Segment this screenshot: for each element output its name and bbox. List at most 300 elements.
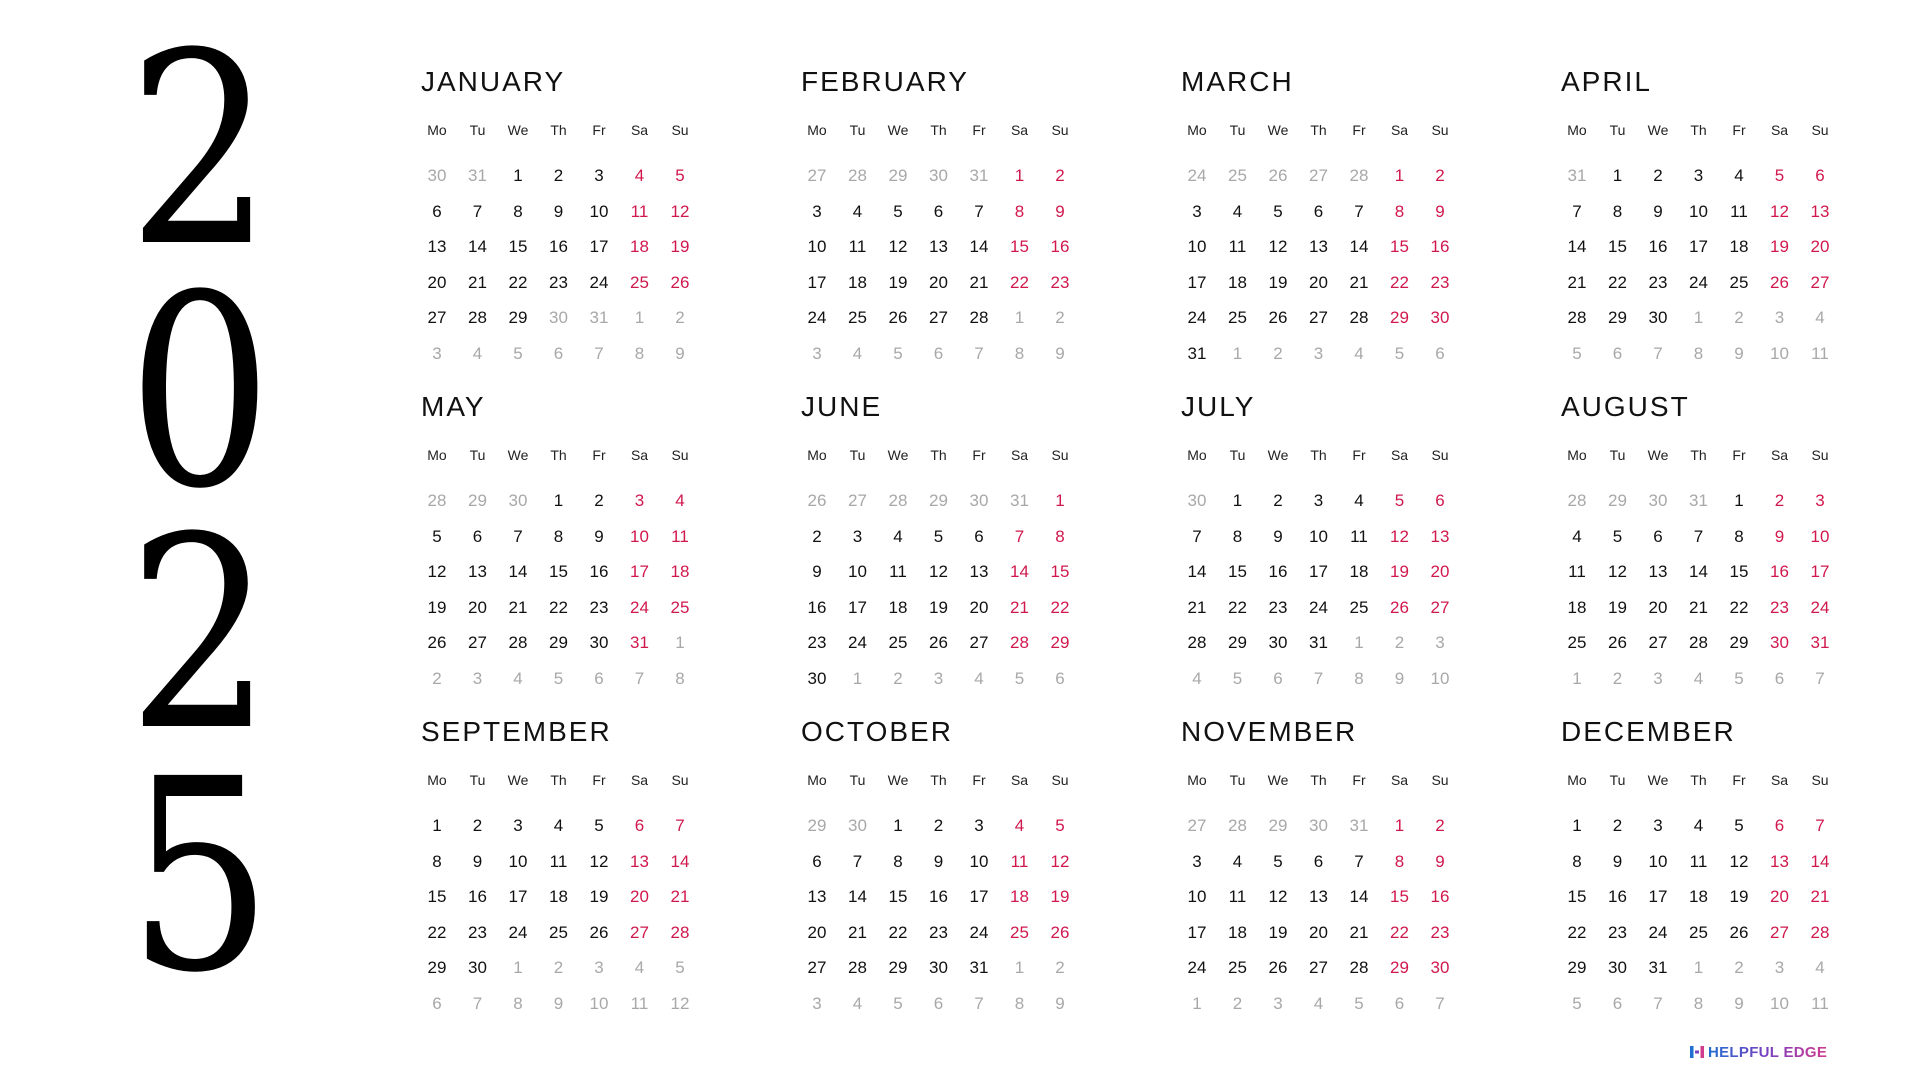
day-cell-outside: 9 <box>1734 343 1744 363</box>
day-cell-weekend: 19 <box>670 237 690 256</box>
day-cell-weekend: 20 <box>1810 237 1830 256</box>
day-cell: 8 <box>513 201 523 221</box>
weekday-label: Tu <box>469 122 486 138</box>
day-cell-weekend: 16 <box>1770 562 1789 581</box>
day-cell: 10 <box>589 201 609 221</box>
day-cell: 23 <box>1648 272 1668 292</box>
day-cell-outside: 29 <box>888 166 908 185</box>
weekday-label: Fr <box>592 772 606 788</box>
month-august <box>1557 391 1857 691</box>
day-cell-weekend: 3 <box>634 491 645 510</box>
day-cell: 20 <box>1648 597 1668 617</box>
weekday-label: Mo <box>807 772 827 788</box>
day-cell: 18 <box>1228 922 1247 942</box>
month-title: JANUARY <box>421 66 566 97</box>
day-cell: 2 <box>933 816 944 835</box>
day-cell: 11 <box>1228 237 1247 256</box>
day-cell-outside: 4 <box>852 343 863 363</box>
day-cell: 14 <box>1349 887 1369 906</box>
day-cell: 16 <box>1268 562 1288 581</box>
day-cell-weekend: 11 <box>671 526 689 546</box>
month-title: OCTOBER <box>801 716 953 747</box>
weekday-label: Th <box>1310 447 1327 463</box>
day-cell-outside: 8 <box>1014 343 1025 363</box>
day-cell-outside: 6 <box>553 343 564 363</box>
day-cell: 25 <box>1729 272 1749 292</box>
year-digit: 2 <box>127 0 273 305</box>
day-cell-outside: 25 <box>1228 166 1247 185</box>
day-cell: 6 <box>1653 526 1663 546</box>
day-cell: 17 <box>1689 237 1708 256</box>
day-cell-weekend: 18 <box>670 562 690 581</box>
day-cell: 27 <box>807 958 827 977</box>
day-cell-outside: 7 <box>634 668 645 688</box>
day-cell-weekend: 22 <box>1390 272 1409 292</box>
day-cell: 11 <box>549 851 568 871</box>
day-cell-weekend: 13 <box>630 851 649 871</box>
day-cell: 16 <box>468 887 487 906</box>
day-cell-outside: 28 <box>848 166 867 185</box>
weekday-label: Tu <box>1229 447 1246 463</box>
day-cell: 8 <box>1572 851 1582 871</box>
day-cell: 19 <box>1608 597 1627 617</box>
day-cell: 31 <box>1648 958 1668 977</box>
weekday-label: Mo <box>807 122 827 138</box>
weekday-label: Sa <box>1770 122 1789 138</box>
day-cell-outside: 31 <box>1349 816 1369 835</box>
day-cell-weekend: 15 <box>1050 562 1070 581</box>
day-grid <box>1177 814 1477 1034</box>
weekday-label: Fr <box>972 122 986 138</box>
day-cell: 3 <box>812 201 822 221</box>
day-cell-weekend: 24 <box>1810 597 1830 617</box>
weekday-label: Su <box>1431 122 1449 138</box>
brand-name: HELPFUL EDGE <box>1708 1043 1828 1061</box>
day-cell: 25 <box>549 922 568 942</box>
day-cell: 25 <box>888 633 908 652</box>
weekday-header <box>1177 122 1477 142</box>
day-cell: 28 <box>468 308 487 327</box>
day-cell-outside: 30 <box>508 491 528 510</box>
day-cell-outside: 4 <box>472 343 483 363</box>
day-cell: 14 <box>468 237 487 256</box>
day-cell-outside: 3 <box>1273 993 1283 1013</box>
month-title: DECEMBER <box>1561 716 1736 747</box>
day-cell: 5 <box>1612 526 1623 546</box>
day-cell: 24 <box>1689 272 1708 292</box>
day-cell-outside: 8 <box>1014 993 1025 1013</box>
day-cell-outside: 6 <box>933 993 944 1013</box>
day-cell-outside: 29 <box>929 491 948 510</box>
weekday-label: Tu <box>849 772 866 788</box>
day-cell-outside: 7 <box>1815 668 1825 688</box>
day-cell-weekend: 18 <box>1010 887 1029 906</box>
day-cell: 21 <box>1349 272 1369 292</box>
day-grid <box>1177 489 1477 709</box>
day-cell-weekend: 3 <box>1815 491 1825 510</box>
day-cell: 18 <box>848 272 867 292</box>
day-cell-weekend: 8 <box>1014 201 1025 221</box>
day-cell: 5 <box>893 201 903 221</box>
weekday-label: Sa <box>1010 447 1029 463</box>
year-digit: 2 <box>127 481 273 789</box>
day-cell-outside: 2 <box>432 668 442 688</box>
weekday-label: Th <box>1310 122 1327 138</box>
day-cell-outside: 3 <box>1774 308 1785 327</box>
day-cell: 30 <box>1268 633 1288 652</box>
day-cell-outside: 30 <box>848 816 867 835</box>
weekday-label: We <box>1267 447 1289 463</box>
day-cell: 18 <box>549 887 568 906</box>
day-cell: 19 <box>888 272 908 292</box>
weekday-label: Fr <box>1732 447 1746 463</box>
day-cell-weekend: 28 <box>1010 633 1029 652</box>
day-cell: 12 <box>929 562 948 581</box>
day-cell-outside: 29 <box>1268 816 1288 835</box>
weekday-label: Th <box>930 122 947 138</box>
day-cell: 9 <box>1653 201 1663 221</box>
day-cell: 25 <box>1689 922 1708 942</box>
day-cell-weekend: 8 <box>1394 201 1405 221</box>
day-cell-outside: 2 <box>553 958 564 977</box>
day-cell: 3 <box>1192 851 1202 871</box>
weekday-label: Sa <box>1010 772 1029 788</box>
day-cell-outside: 28 <box>1349 166 1369 185</box>
month-title: JULY <box>1181 391 1256 422</box>
day-cell: 24 <box>1309 597 1328 617</box>
day-cell: 28 <box>1689 633 1708 652</box>
day-cell-weekend: 30 <box>1430 958 1450 977</box>
day-cell-weekend: 12 <box>1390 526 1409 546</box>
day-cell-outside: 24 <box>1187 166 1207 185</box>
weekday-label: Fr <box>1352 122 1366 138</box>
day-cell: 26 <box>1608 633 1627 652</box>
day-cell-outside: 31 <box>1567 166 1587 185</box>
day-cell-outside: 30 <box>1309 816 1328 835</box>
day-cell-outside: 8 <box>1693 343 1704 363</box>
day-cell-outside: 6 <box>1774 668 1785 688</box>
day-cell: 25 <box>1228 308 1247 327</box>
day-cell: 30 <box>929 958 948 977</box>
day-cell-outside: 1 <box>1192 993 1202 1013</box>
weekday-label: Su <box>1431 772 1449 788</box>
day-cell: 14 <box>1187 562 1207 581</box>
day-cell-outside: 31 <box>589 308 609 327</box>
day-cell: 27 <box>1648 633 1668 652</box>
day-cell-outside: 31 <box>1689 491 1708 510</box>
day-cell: 6 <box>472 526 483 546</box>
day-cell-weekend: 23 <box>1050 272 1070 292</box>
day-cell-outside: 29 <box>1608 491 1627 510</box>
day-cell-weekend: 6 <box>1774 816 1785 835</box>
day-cell-outside: 8 <box>1354 668 1364 688</box>
weekday-label: We <box>887 447 909 463</box>
weekday-label: Th <box>550 122 567 138</box>
weekday-label: We <box>1267 122 1289 138</box>
weekday-label: We <box>1267 772 1289 788</box>
day-cell-weekend: 29 <box>1390 958 1409 977</box>
day-cell-weekend: 13 <box>1430 526 1450 546</box>
day-cell-weekend: 5 <box>1394 491 1405 510</box>
day-grid <box>1557 164 1857 384</box>
day-cell: 9 <box>1612 851 1623 871</box>
day-cell-outside: 31 <box>1010 491 1029 510</box>
day-cell: 17 <box>1187 272 1207 292</box>
day-cell-weekend: 13 <box>1770 851 1789 871</box>
day-cell: 17 <box>969 887 989 906</box>
day-cell-outside: 28 <box>1567 491 1587 510</box>
day-cell: 15 <box>427 887 447 906</box>
weekday-label: Sa <box>1010 122 1029 138</box>
day-cell-outside: 5 <box>553 668 564 688</box>
day-cell: 21 <box>468 272 487 292</box>
day-cell-outside: 29 <box>468 491 487 510</box>
day-cell-weekend: 6 <box>1435 491 1445 510</box>
day-cell: 6 <box>1313 201 1324 221</box>
day-cell-weekend: 12 <box>1050 851 1070 871</box>
day-cell-weekend: 26 <box>1390 597 1409 617</box>
day-cell-outside: 26 <box>1268 166 1288 185</box>
day-cell: 8 <box>1232 526 1243 546</box>
day-cell-outside: 4 <box>1313 993 1324 1013</box>
day-cell: 31 <box>1187 343 1207 363</box>
day-cell: 4 <box>852 201 863 221</box>
day-cell: 1 <box>1612 166 1623 185</box>
day-cell: 20 <box>468 597 487 617</box>
day-cell: 6 <box>933 201 944 221</box>
day-cell-outside: 1 <box>1232 343 1243 363</box>
day-cell: 8 <box>893 851 903 871</box>
day-cell-outside: 5 <box>1572 993 1582 1013</box>
day-cell-outside: 29 <box>807 816 827 835</box>
month-april <box>1557 66 1857 366</box>
weekday-label: Th <box>1690 447 1707 463</box>
weekday-label: Sa <box>630 447 649 463</box>
day-cell: 25 <box>848 308 867 327</box>
day-cell-outside: 5 <box>513 343 523 363</box>
weekday-label: Fr <box>972 772 986 788</box>
day-cell: 21 <box>848 922 867 942</box>
day-cell-outside: 11 <box>1811 993 1829 1013</box>
day-cell-outside: 4 <box>513 668 523 688</box>
day-cell-outside: 6 <box>933 343 944 363</box>
day-cell: 4 <box>1232 851 1243 871</box>
day-cell: 17 <box>1187 922 1207 942</box>
day-cell: 19 <box>1268 922 1288 942</box>
day-cell-weekend: 23 <box>1430 922 1450 942</box>
day-cell: 29 <box>427 958 447 977</box>
day-cell: 26 <box>1268 308 1288 327</box>
weekday-label: Su <box>671 447 689 463</box>
day-cell-weekend: 2 <box>1435 816 1445 835</box>
weekday-header <box>1177 772 1477 792</box>
day-cell-outside: 2 <box>1273 343 1283 363</box>
day-cell-outside: 1 <box>675 633 685 652</box>
weekday-label: We <box>1647 447 1669 463</box>
day-cell: 1 <box>513 166 523 185</box>
day-cell-weekend: 6 <box>634 816 645 835</box>
day-cell-weekend: 25 <box>670 597 690 617</box>
day-cell-weekend: 7 <box>1014 526 1025 546</box>
day-cell-outside: 10 <box>1430 668 1450 688</box>
day-cell: 14 <box>848 887 867 906</box>
weekday-label: Su <box>671 122 689 138</box>
day-cell-outside: 31 <box>969 166 989 185</box>
day-cell: 20 <box>427 272 447 292</box>
day-cell: 4 <box>1354 491 1364 510</box>
day-cell-outside: 4 <box>1354 343 1364 363</box>
day-grid <box>1557 489 1857 709</box>
day-cell: 7 <box>1693 526 1704 546</box>
day-cell-outside: 2 <box>893 668 903 688</box>
day-grid <box>417 814 717 1034</box>
day-cell-outside: 1 <box>1572 668 1582 688</box>
day-cell: 12 <box>1268 887 1288 906</box>
day-cell: 14 <box>1349 237 1369 256</box>
day-cell: 12 <box>888 237 908 256</box>
day-cell: 23 <box>468 922 487 942</box>
day-cell-weekend: 28 <box>1810 922 1830 942</box>
year-digit: 5 <box>127 723 273 1031</box>
day-cell-outside: 2 <box>675 308 685 327</box>
day-cell: 23 <box>549 272 568 292</box>
day-cell: 12 <box>1268 237 1288 256</box>
day-cell: 7 <box>1192 526 1202 546</box>
day-cell-weekend: 1 <box>1055 491 1065 510</box>
day-cell-outside: 5 <box>1572 343 1582 363</box>
day-cell-weekend: 27 <box>1430 597 1450 617</box>
day-cell: 9 <box>472 851 483 871</box>
day-cell-outside: 2 <box>1734 958 1744 977</box>
day-cell-outside: 9 <box>1734 993 1744 1013</box>
day-cell-outside: 4 <box>1192 668 1202 688</box>
day-cell-outside: 9 <box>553 993 564 1013</box>
day-cell: 26 <box>1268 958 1288 977</box>
day-cell-outside: 7 <box>1653 343 1663 363</box>
day-cell: 1 <box>1734 491 1744 510</box>
weekday-label: Sa <box>1390 447 1409 463</box>
weekday-label: Tu <box>1609 447 1626 463</box>
day-cell: 3 <box>974 816 984 835</box>
day-cell: 5 <box>1273 201 1283 221</box>
day-cell: 19 <box>1729 887 1749 906</box>
day-cell: 22 <box>549 597 568 617</box>
month-title: AUGUST <box>1561 391 1690 422</box>
day-cell: 26 <box>589 922 609 942</box>
weekday-label: Tu <box>469 772 486 788</box>
month-title: MARCH <box>1181 66 1294 97</box>
day-cell-weekend: 17 <box>1810 562 1830 581</box>
day-cell-outside: 27 <box>848 491 867 510</box>
month-november <box>1177 716 1477 1016</box>
day-cell-outside: 5 <box>1354 993 1364 1013</box>
day-cell-weekend: 22 <box>1010 272 1029 292</box>
weekday-label: Th <box>930 772 947 788</box>
day-cell-weekend: 25 <box>1010 922 1029 942</box>
month-title: SEPTEMBER <box>421 716 612 747</box>
day-cell-outside: 7 <box>1653 993 1663 1013</box>
day-cell-weekend: 8 <box>1055 526 1065 546</box>
day-cell-weekend: 20 <box>1430 562 1450 581</box>
day-cell: 13 <box>468 562 487 581</box>
weekday-label: Tu <box>849 447 866 463</box>
day-cell: 21 <box>508 597 528 617</box>
day-cell: 17 <box>508 887 528 906</box>
day-cell-weekend: 19 <box>1770 237 1789 256</box>
day-cell-weekend: 15 <box>1390 887 1409 906</box>
day-cell-weekend: 29 <box>1050 633 1070 652</box>
day-cell: 27 <box>929 308 948 327</box>
day-cell-outside: 11 <box>630 993 649 1013</box>
day-cell-outside: 5 <box>893 343 903 363</box>
day-cell: 30 <box>807 668 827 688</box>
day-cell: 29 <box>549 633 568 652</box>
day-cell-outside: 3 <box>1653 668 1663 688</box>
weekday-label: Fr <box>1352 447 1366 463</box>
day-cell: 22 <box>427 922 447 942</box>
day-cell-outside: 3 <box>1774 958 1785 977</box>
weekday-label: Tu <box>469 447 486 463</box>
weekday-label: Mo <box>1567 772 1587 788</box>
day-cell: 12 <box>1608 562 1627 581</box>
day-cell: 29 <box>1567 958 1587 977</box>
day-cell: 10 <box>969 851 989 871</box>
month-october <box>797 716 1097 1016</box>
helpful-edge-logo-icon <box>1690 1045 1704 1059</box>
day-cell: 18 <box>1567 597 1587 617</box>
day-cell-outside: 1 <box>1693 308 1704 327</box>
day-cell: 13 <box>1309 237 1328 256</box>
day-cell: 3 <box>513 816 523 835</box>
day-cell: 16 <box>807 597 827 617</box>
day-cell: 13 <box>969 562 989 581</box>
day-cell-weekend: 31 <box>630 633 649 652</box>
day-cell: 4 <box>1572 526 1582 546</box>
day-cell-outside: 7 <box>974 993 984 1013</box>
day-cell: 3 <box>1313 491 1324 510</box>
weekday-header <box>1557 122 1857 142</box>
day-cell: 15 <box>508 237 528 256</box>
day-cell: 18 <box>888 597 908 617</box>
day-cell: 2 <box>812 526 822 546</box>
day-cell-weekend: 22 <box>1390 922 1409 942</box>
day-cell: 15 <box>1608 237 1627 256</box>
day-cell: 26 <box>888 308 908 327</box>
day-cell-weekend: 31 <box>1810 633 1830 652</box>
day-grid <box>797 814 1097 1034</box>
day-cell: 20 <box>807 922 827 942</box>
day-cell: 29 <box>1729 633 1749 652</box>
day-cell: 14 <box>1567 237 1587 256</box>
day-cell: 29 <box>508 308 528 327</box>
weekday-label: Su <box>1811 772 1829 788</box>
day-cell: 1 <box>1572 816 1582 835</box>
day-cell-weekend: 19 <box>1050 887 1070 906</box>
day-cell: 11 <box>1228 887 1247 906</box>
day-cell-outside: 30 <box>969 491 989 510</box>
day-cell: 8 <box>1612 201 1623 221</box>
day-cell: 28 <box>1349 958 1369 977</box>
day-cell-weekend: 30 <box>1430 308 1450 327</box>
day-cell: 17 <box>1309 562 1328 581</box>
day-cell: 10 <box>1648 851 1668 871</box>
day-cell-weekend: 6 <box>1815 166 1825 185</box>
day-cell-weekend: 5 <box>1055 816 1065 835</box>
day-cell: 17 <box>848 597 867 617</box>
day-cell-weekend: 16 <box>1050 237 1070 256</box>
weekday-label: Fr <box>1732 772 1746 788</box>
day-cell-outside: 1 <box>513 958 523 977</box>
